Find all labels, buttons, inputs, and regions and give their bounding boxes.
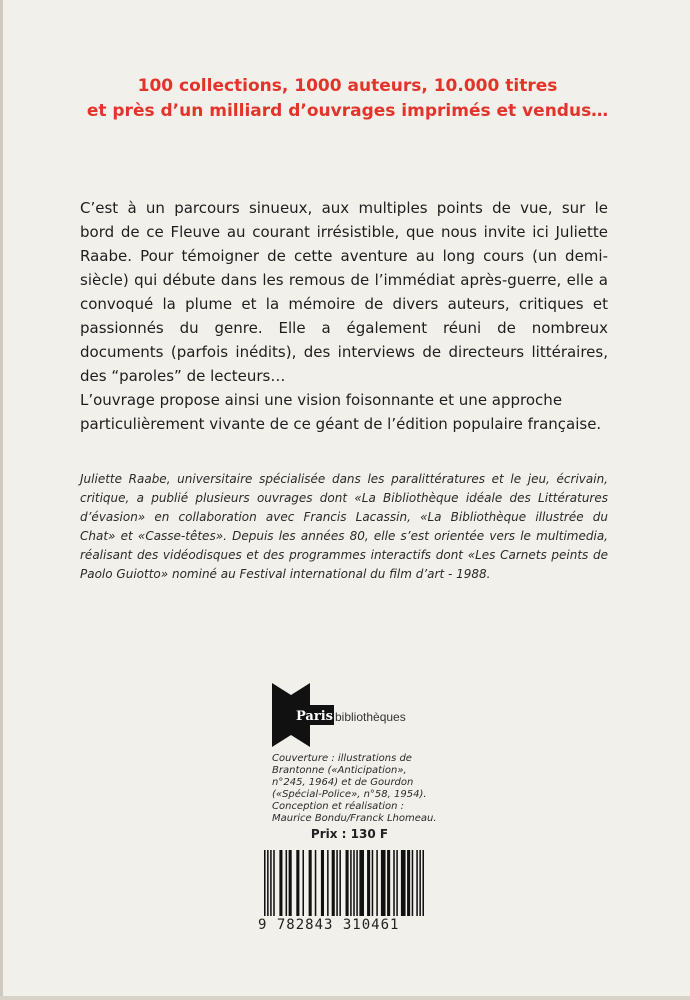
blurb-line: particulièrement vivante de ce géant de l’édition populaire française. xyxy=(80,415,602,433)
credits-line: Brantonne («Anticipation», xyxy=(272,765,407,776)
barcode-bar xyxy=(387,850,390,916)
barcode-bar xyxy=(346,850,349,916)
credits-line: Couverture : illustrations de xyxy=(272,753,412,764)
credits-line: n°245, 1964) et de Gourdon xyxy=(272,777,414,788)
blurb-line: Raabe. Pour témoigner de cette aventure au long cours (un demi- xyxy=(80,247,608,265)
barcode-bar xyxy=(422,850,424,916)
credits-line: Maurice Bondu/Franck Lhomeau. xyxy=(272,813,437,824)
logo-bibliotheques-text: bibliothèques xyxy=(335,710,406,724)
blurb-paragraph-2 xyxy=(80,388,608,436)
barcode-bar xyxy=(367,850,370,916)
page-edge xyxy=(0,0,3,1000)
barcode-bar xyxy=(279,850,282,916)
barcode-bar xyxy=(286,850,288,916)
barcode-bar xyxy=(273,850,275,916)
barcode-bar xyxy=(296,850,299,916)
barcode-bar xyxy=(416,850,418,916)
author-bio xyxy=(80,470,608,584)
headline-line-2: et près d’un milliard d’ouvrages imprimés et vendus… xyxy=(86,101,609,121)
blurb-line: L’ouvrage propose ainsi une vision foisonnante et une approche xyxy=(80,391,563,409)
barcode-bar xyxy=(372,850,374,916)
blurb-line: bord de ce Fleuve au courant irrésistible, que nous invite ici Juliette xyxy=(80,223,608,241)
blurb xyxy=(80,196,608,436)
bio-line: réalisant des vidéodisques et des programmes interactifs dont «Les Carnets peints de xyxy=(80,548,608,562)
barcode-bar xyxy=(332,850,335,916)
publisher-logo xyxy=(272,683,452,747)
blurb-paragraph-1 xyxy=(80,196,608,388)
bio-line: Paolo Guiotto» nominé au Festival international du film d’art - 1988. xyxy=(80,567,491,581)
barcode-bar xyxy=(336,850,338,916)
credits-line: («Spécial-Police», n°58, 1954). xyxy=(272,789,427,800)
bio-line: Chat» et «Casse-têtes». Depuis les années 80, elle s’est orientée vers le multimedia, xyxy=(80,529,608,543)
headline xyxy=(60,74,635,124)
blurb-line: passionnés du genre. Elle a également réuni de nombreux xyxy=(80,319,608,337)
cover-credits xyxy=(272,753,437,825)
barcode-bar xyxy=(321,850,324,916)
barcode-bar xyxy=(339,850,341,916)
blurb-line: siècle) qui débute dans les remous de l’immédiat après-guerre, elle a xyxy=(80,271,608,289)
barcode-bar xyxy=(264,850,266,916)
barcode-digits: 9 782843 310461 xyxy=(258,917,400,933)
barcode-bar xyxy=(327,850,329,916)
barcode xyxy=(258,846,428,920)
barcode-bar xyxy=(353,850,355,916)
blurb-line: C’est à un parcours sinueux, aux multiples points de vue, sur le xyxy=(80,199,608,217)
barcode-bar xyxy=(419,850,421,916)
barcode-bar xyxy=(401,850,406,916)
price-label: Prix : 130 F xyxy=(310,827,389,841)
barcode-bar xyxy=(359,850,364,916)
barcode-bar xyxy=(407,850,410,916)
barcode-bar xyxy=(267,850,269,916)
bio-line: Juliette Raabe, universitaire spécialisée dans les paralittératures et le jeu, écrivain, xyxy=(80,472,608,486)
bio-line: critique, a publié plusieurs ouvrages dont «La Bibliothèque idéale des Littératures xyxy=(80,491,608,505)
barcode-bar xyxy=(381,850,386,916)
barcode-bar xyxy=(350,850,352,916)
barcode-bar xyxy=(270,850,272,916)
barcode-bar xyxy=(289,850,292,916)
barcode-bar xyxy=(396,850,398,916)
credits-line: Conception et réalisation : xyxy=(272,801,405,812)
barcode-bar xyxy=(412,850,414,916)
page-edge-bottom xyxy=(0,996,690,1000)
barcode-bar xyxy=(309,850,312,916)
barcode-bar xyxy=(393,850,395,916)
barcode-bar xyxy=(376,850,378,916)
bio-line: d’évasion» en collaboration avec Francis Lacassin, «La Bibliothèque illustrée du xyxy=(80,510,608,524)
blurb-line: documents (parfois inédits), des interviews de directeurs littéraires, xyxy=(80,343,608,361)
blurb-line: convoqué la plume et la mémoire de divers auteurs, critiques et xyxy=(80,295,608,313)
logo-paris-text: Paris xyxy=(296,709,333,724)
blurb-line: des “paroles” de lecteurs… xyxy=(80,367,286,385)
barcode-bar xyxy=(356,850,358,916)
headline-line-1: 100 collections, 1000 auteurs, 10.000 titres xyxy=(137,76,558,96)
barcode-bar xyxy=(302,850,304,916)
barcode-bar xyxy=(315,850,317,916)
